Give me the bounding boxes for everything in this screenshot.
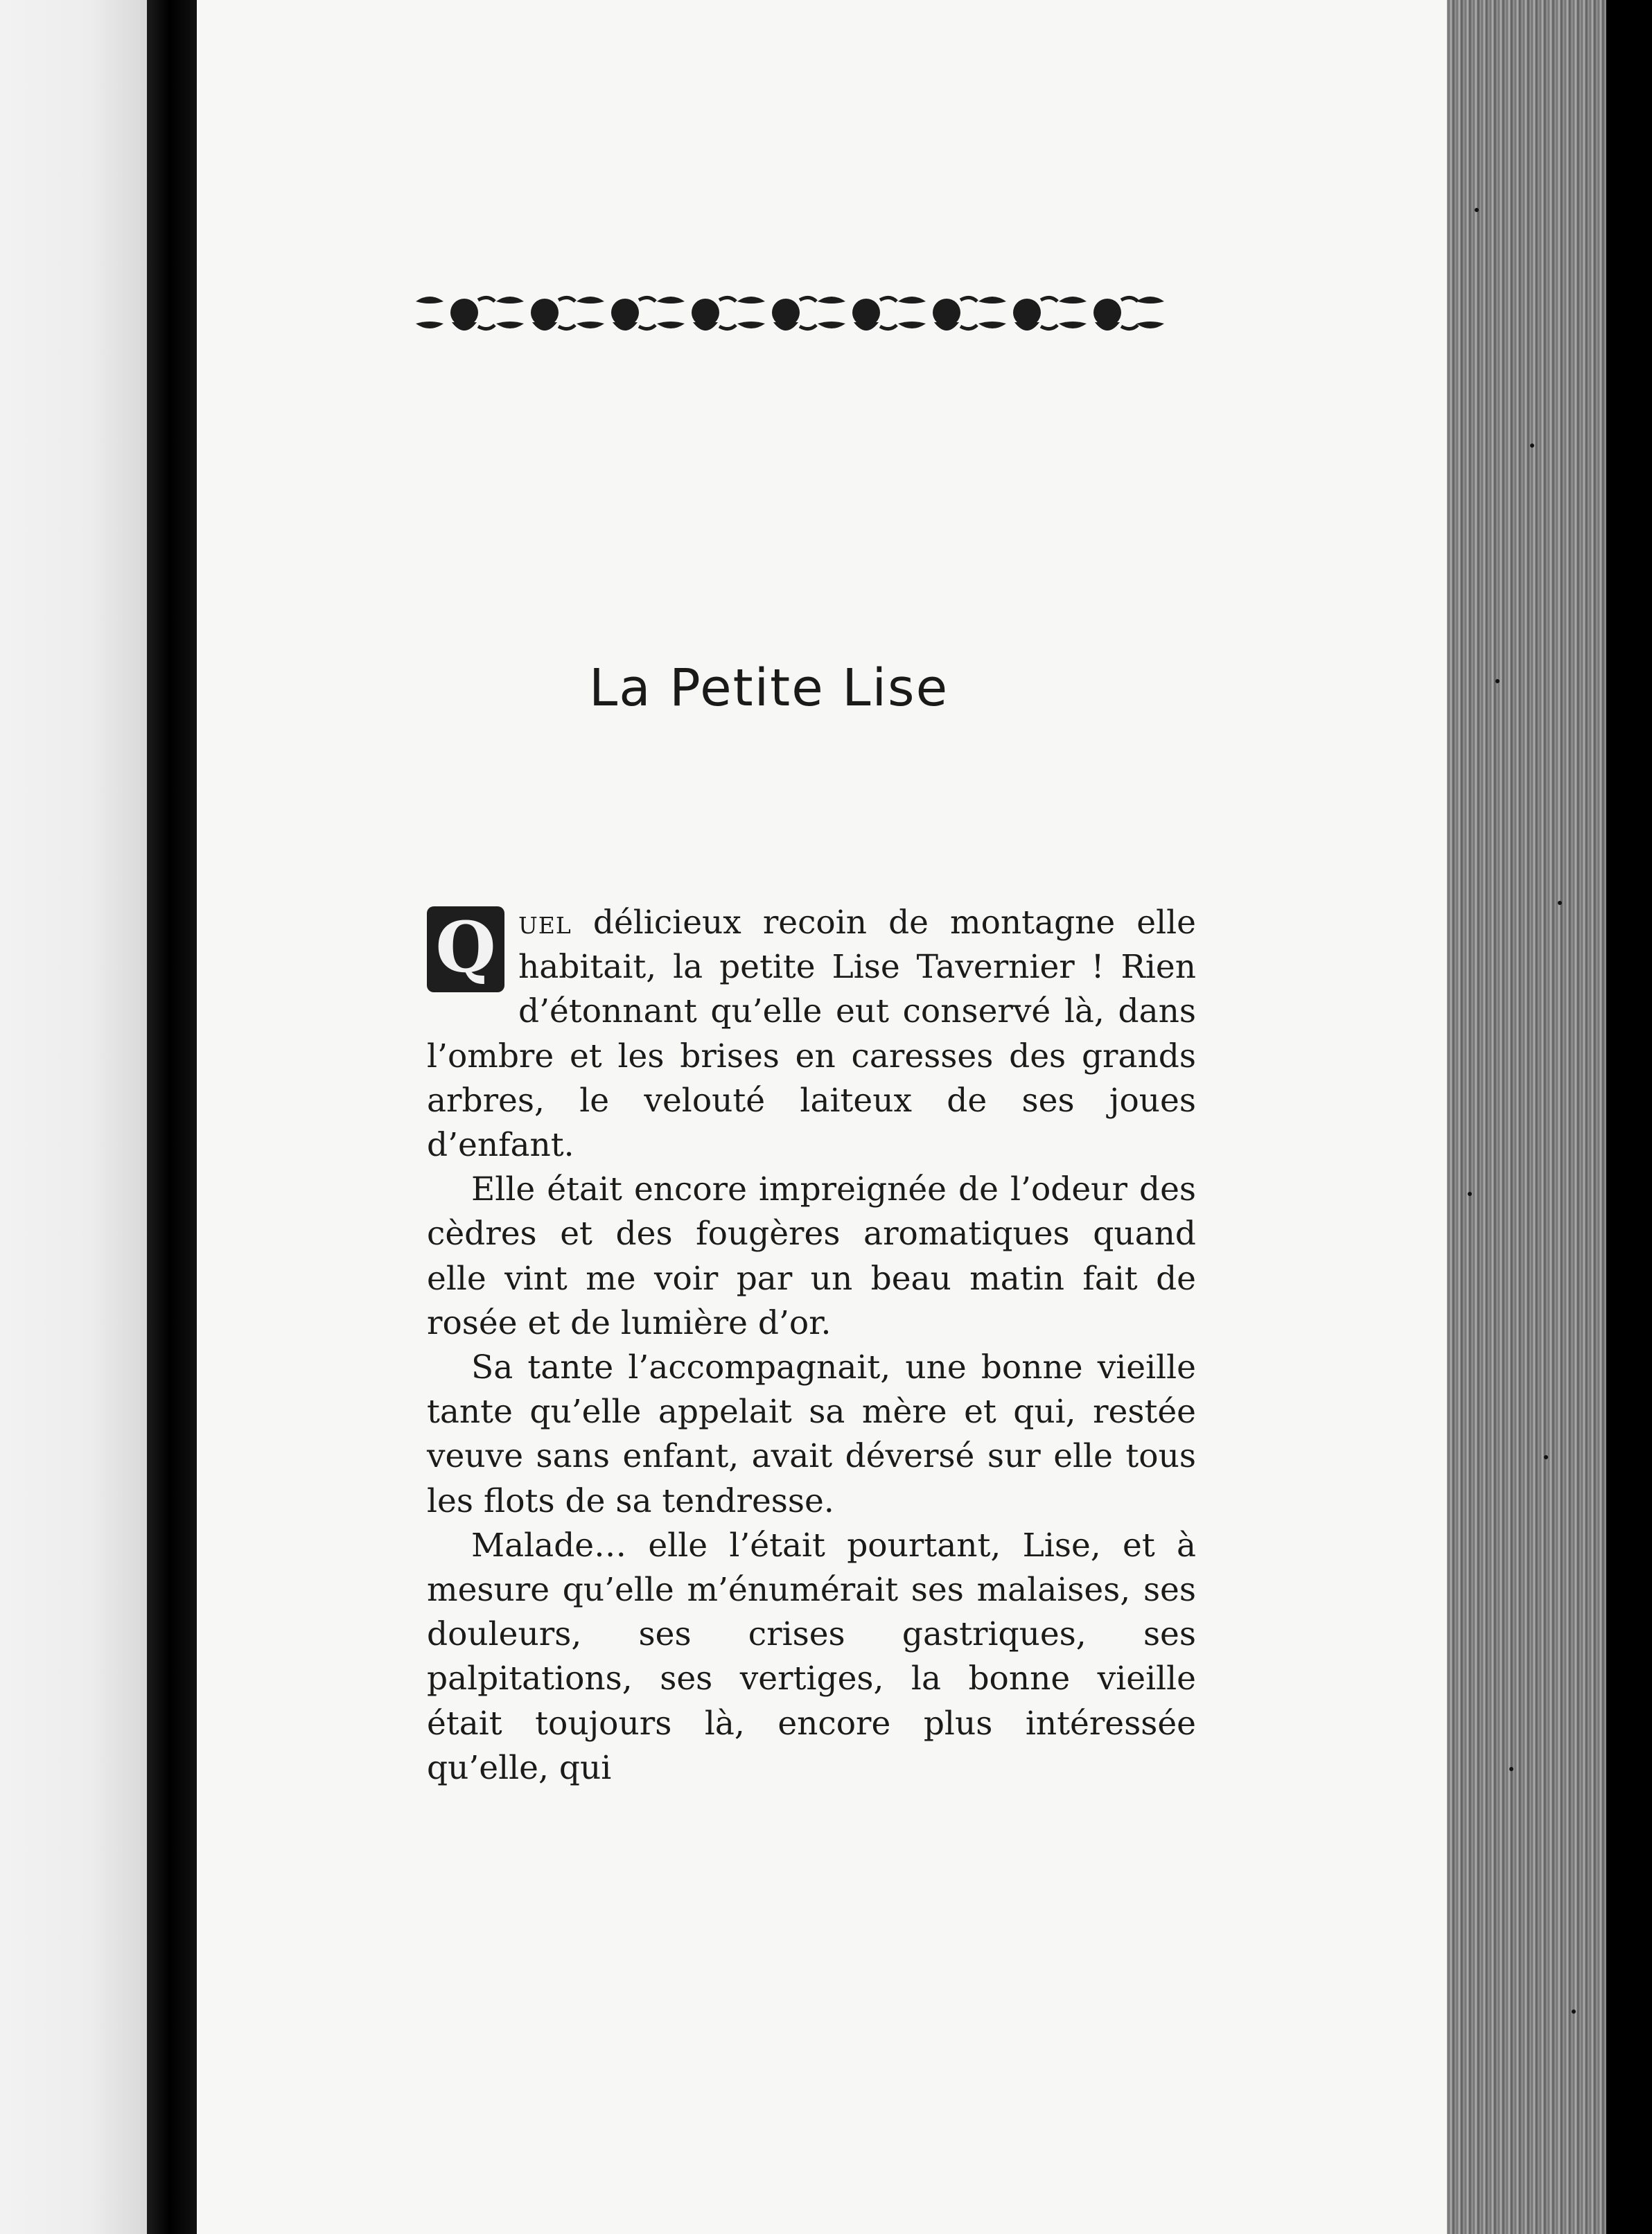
floral-ornament-band-icon [409,281,1185,350]
paragraph: Malade… elle l’était pourtant, Lise, et à mesure qu’elle m’énumérait ses malaises, ses douleurs, ses crises gastriques, ses palpitations, ses vertiges, la bonne vieille était toujours là, encore plus intéressée qu’elle, qui [427,1526,1196,1787]
first-word-rest: uel [518,904,572,942]
body-text [427,901,1196,1791]
paragraph-text: délicieux recoin de montagne elle habitait, la petite Lise Tavernier ! Rien d’étonnant qu’elle eut conservé là, dans l’ombre et les brises en caresses des grands arbres, le velouté laiteux de ses joues d’enfant. [427,904,1196,1165]
paragraph: Sa tante l’accompagnait, une bonne vieille tante qu’elle appelait sa mère et qui, restée veuve sans enfant, avait déversé sur elle tous les flots de sa tendresse. [427,1348,1196,1520]
book-gutter [147,0,197,2234]
scan-border [1606,0,1652,2234]
facing-page-edge [0,0,147,2234]
ornamental-initial-icon [427,906,504,992]
paragraph: Elle était encore impreignée de l’odeur des cèdres et des fougères aromatiques quand elle vint me voir par un beau matin fait de rosée et de lumière d’or. [427,1170,1196,1342]
paragraph [427,901,1196,1168]
chapter-title: La Petite Lise [589,658,949,718]
page-stack-edge [1447,0,1606,2234]
dropcap-letter: Q [435,906,496,988]
